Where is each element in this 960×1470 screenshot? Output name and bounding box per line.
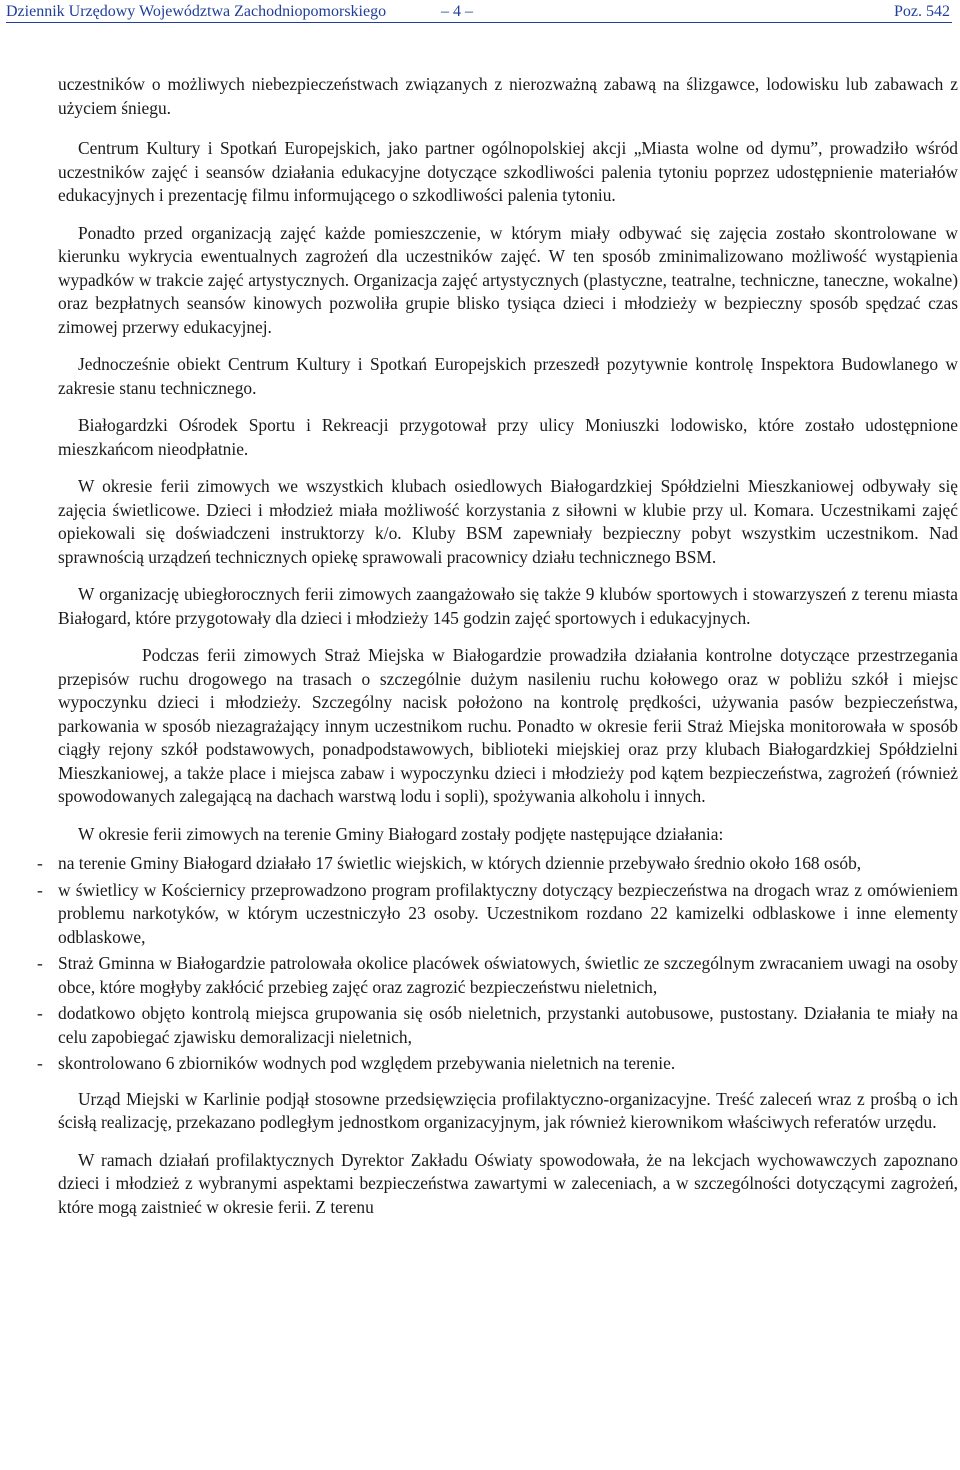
list-item (37, 879, 958, 950)
journal-title: Dziennik Urzędowy Województwa Zachodniopomorskiego (6, 3, 387, 20)
document-body (37, 73, 958, 1233)
list-item-text: Straż Gminna w Białogardzie patrolowała okolice placówek oświatowych, świetlic ze szczególnym zwracaniem uwagi na osoby obce, które mogłyby zakłócić przebieg zajęć oraz zagrozić bezpieczeństwu nieletnich, (58, 953, 958, 997)
list-item (37, 852, 958, 876)
list-marker: - (37, 1003, 43, 1023)
list-item-text: skontrolowano 6 zbiorników wodnych pod względem przebywania nieletnich na terenie. (58, 1053, 676, 1073)
paragraph: W okresie ferii zimowych we wszystkich klubach osiedlowych Białogardzkiej Spółdzielni Mieszkaniowej odbywały się zajęcia świetlicowe. Dzieci i młodzież miała możliwość korzystania z siłowni w klubie przy ul. Komara. Uczestnikami zajęć opiekowali się doświadczeni instruktorzy k/o. Kluby BSM zapewniały bezpieczny pobyt wszystkim uczestnikom. Nad sprawnością urządzeń technicznych opiekę sprawowali pracownicy działu technicznego BSM. (58, 476, 958, 567)
list-marker: - (37, 1053, 43, 1073)
paragraph: Jednocześnie obiekt Centrum Kultury i Spotkań Europejskich przeszedł pozytywnie kontrolę Inspektora Budowlanego w zakresie stanu technicznego. (58, 354, 958, 398)
activity-list (37, 852, 958, 1076)
page-header (0, 0, 960, 26)
paragraph: Centrum Kultury i Spotkań Europejskich, jako partner ogólnopolskiej akcji „Miasta wolne od dymu”, prowadziło wśród uczestników zajęć i seansów działania edukacyjne dotyczące szkodliwości palenia tytoniu poprzez udostępnienie materiałów edukacyjnych i prezentację filmu informującego o szkodliwości palenia tytoniu. (58, 138, 958, 205)
list-item-text: w świetlicy w Kościernicy przeprowadzono program profilaktyczny dotyczący bezpieczeństwa na drogach wraz z omówieniem problemu narkotyków, w którym uczestniczyło 23 osoby. Uczestnikom rozdano 22 kamizelki odblaskowe i inne elementy odblaskowe, (58, 879, 958, 947)
paragraph: Urząd Miejski w Karlinie podjął stosowne przedsięwzięcia profilaktyczno-organizacyjne. Treść zaleceń wraz z prośbą o ich ścisłą realizację, przekazano podległym jednostkom organizacyjnym, jak również kierownikom właściwych referatów urzędu. (58, 1088, 958, 1132)
paragraph: W ramach działań profilaktycznych Dyrektor Zakładu Oświaty spowodowała, że na lekcjach wychowawczych zapoznano dzieci i młodzież z wybranymi aspektami bezpieczeństwa zawartymi w zaleceniach, a w szczególności dotyczącymi zagrożeń, które mogą zaistnieć w okresie ferii. Z terenu (58, 1149, 958, 1217)
list-marker: - (37, 853, 43, 873)
paragraph: Podczas ferii zimowych Straż Miejska w Białogardzie prowadziła działania kontrolne dotyczące przestrzegania przepisów ruchu drogowego na trasach o szczególnie dużym nasileniu ruchu kołowego oraz w pobliżu szkół i miejsc wypoczynku dzieci i młodzieży. Szczególny nacisk położono na kontrolę prędkości, używania pasów bezpieczeństwa, parkowania w sposób niezagrażający innym uczestnikom ruchu. Ponadto w okresie ferii Straż Miejska monitorowała w sposób ciągły rejony szkół podstawowych, ponadpodstawowych, biblioteki miejskiej oraz przy klubach Białogardzkiej Spółdzielni Mieszkaniowej, a także place i miejsca zabaw i wypoczynku dzieci i młodzieży pod kątem bezpieczeństwa, zagrożeń (również spowodowanych zalegającą na dachach warstwą lodu i sopli), spożywania alkoholu i innych. (58, 645, 958, 806)
paragraph: Ponadto przed organizacją zajęć każde pomieszczenie, w którym miały odbywać się zajęcia zostało skontrolowane w kierunku wykrycia ewentualnych zagrożeń dla uczestników zajęć. W ten sposób zminimalizowano możliwość wystąpienia wypadków w trakcie zajęć artystycznych. Organizacja zajęć artystycznych (plastyczne, teatralne, techniczne, taneczne, wokalne) oraz bezpłatnych seansów kinowych pozwoliła grupie blisko tysiąca dzieci i młodzieży w bezpieczny sposób spędzać czas zimowej przerwy edukacyjnej. (58, 222, 958, 337)
page-number: – 4 – (441, 3, 473, 20)
paragraph: W okresie ferii zimowych na terenie Gminy Białogard zostały podjęte następujące działania: (78, 823, 724, 844)
header-rule (6, 22, 952, 23)
list-marker: - (37, 953, 43, 973)
list-item-text: na terenie Gminy Białogard działało 17 świetlic wiejskich, w których dziennie przebywało średnio około 168 osób, (58, 853, 862, 873)
list-item-text: dodatkowo objęto kontrolą miejsca grupowania się osób nieletnich, przystanki autobusowe, pustostany. Działania te miały na celu zapobiegać zjawisku demoralizacji nieletnich, (58, 1003, 958, 1047)
list-marker: - (37, 879, 43, 900)
list-item (37, 1002, 958, 1049)
position-number: Poz. 542 (894, 3, 950, 20)
list-item (37, 952, 958, 999)
paragraph: uczestników o możliwych niebezpieczeństwach związanych z nierozważną zabawą na ślizgawce, lodowisku lub zabawach z użyciem śniegu. (58, 74, 958, 118)
paragraph: Białogardzki Ośrodek Sportu i Rekreacji przygotował przy ulicy Moniuszki lodowisko, które zostało udostępnione mieszkańcom nieodpłatnie. (58, 415, 958, 459)
paragraph: W organizację ubiegłorocznych ferii zimowych zaangażowało się także 9 klubów sportowych i stowarzyszeń z terenu miasta Białogard, które przygotowały dla dzieci i młodzieży 145 godzin zajęć sportowych i edukacyjnych. (58, 584, 958, 628)
list-item (37, 1052, 958, 1076)
